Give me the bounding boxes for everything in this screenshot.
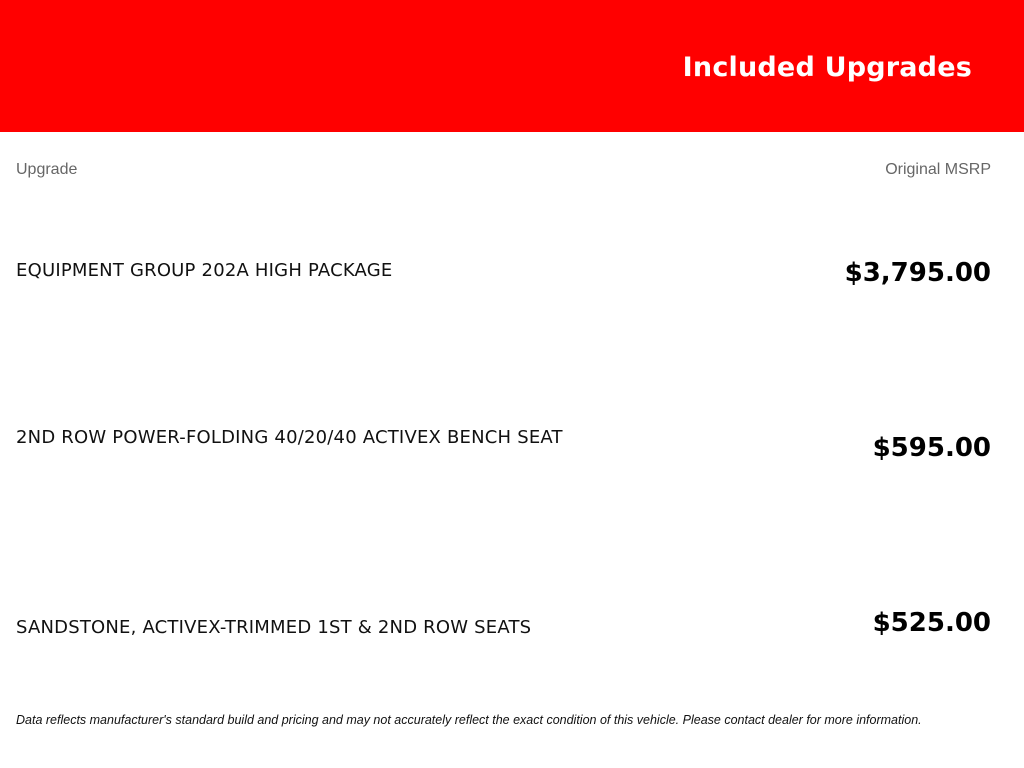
column-header-msrp: Original MSRP: [885, 161, 991, 178]
upgrade-name: 2ND ROW POWER-FOLDING 40/20/40 ACTIVEX BENCH SEAT: [16, 427, 563, 448]
upgrade-price: $595.00: [872, 433, 991, 463]
page-title: Included Upgrades: [682, 52, 972, 83]
disclaimer-text: Data reflects manufacturer's standard build and pricing and may not accurately reflect the exact condition of this vehicle. Please contact dealer for more information.: [16, 713, 922, 727]
upgrade-price: $525.00: [872, 608, 991, 638]
upgrade-name: SANDSTONE, ACTIVEX-TRIMMED 1ST & 2ND ROW SEATS: [16, 617, 532, 638]
upgrade-name: EQUIPMENT GROUP 202A HIGH PACKAGE: [16, 260, 393, 281]
column-header-upgrade: Upgrade: [16, 161, 78, 178]
upgrade-price: $3,795.00: [844, 258, 991, 288]
header-banner: [0, 0, 1024, 132]
